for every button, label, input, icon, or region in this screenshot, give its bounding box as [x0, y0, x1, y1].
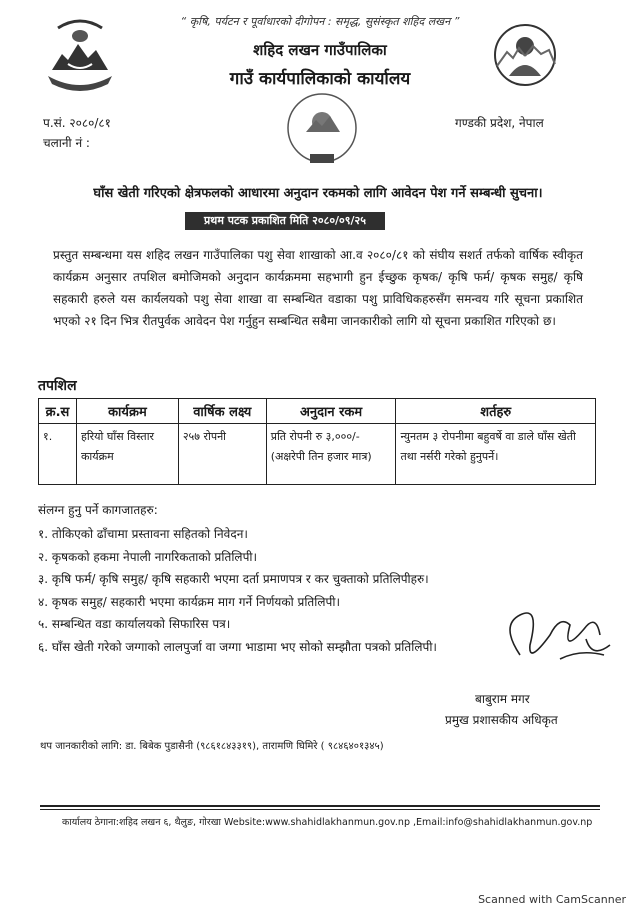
contact-info: थप जानकारीको लागि: डा. बिबेक पुडासैनी (९८६१८४३३१९), तारामणि घिमिरे ( ९८४६४०१३४५) — [40, 741, 384, 752]
cell-program: हरियो घाँस विस्तार कार्यक्रम — [76, 424, 178, 485]
list-item: ५. सम्बन्धित वडा कार्यालयको सिफारिस पत्र। — [38, 617, 231, 631]
cell-grant-amount: प्रति रोपनी रु ३,०००/- (अक्षरेपी तिन हजार मात्र) — [266, 424, 396, 485]
documents-list — [38, 523, 508, 658]
header-program: कार्यक्रम — [76, 399, 178, 424]
handwritten-signature — [500, 595, 620, 685]
list-item: ३. कृषि फर्म/ कृषि समुह/ कृषि सहकारी भएमा दर्ता प्रमाणपत्र र कर चुक्ताको प्रतिलिपीहरु। — [38, 572, 429, 586]
header-grant-amount: अनुदान रकम — [266, 399, 396, 424]
signatory-name: बाबुराम मगर — [475, 692, 530, 706]
province-address: गण्डकी प्रदेश, नेपाल — [455, 116, 544, 130]
martyr-portrait-emblem — [487, 22, 563, 88]
header-conditions: शर्तहरु — [396, 399, 596, 424]
scanner-watermark: Scanned with CamScanner — [478, 893, 626, 906]
cell-annual-target: २५७ रोपनी — [178, 424, 266, 485]
list-item: ६. घाँस खेती गरेको जग्गाको लालपुर्जा वा जग्गा भाडामा भए सोको सम्झौता पत्रको प्रतिलिपी। — [38, 639, 437, 654]
header-annual-target: वार्षिक लक्ष्य — [178, 399, 266, 424]
official-seal-stamp — [270, 92, 374, 166]
list-item: ४. कृषक समुह/ सहकारी भएमा कार्यक्रम माग गर्ने निर्णयको प्रतिलिपी। — [38, 594, 340, 609]
table-header-row — [39, 399, 596, 424]
schedule-title: तपशिल — [38, 378, 77, 394]
cell-serial: १. — [39, 424, 77, 485]
motto: “ कृषि, पर्यटन र पूर्वाधारको दीगोपन : समृद्ध, सुसंस्कृत शहिद लखन ” — [180, 15, 460, 28]
municipality-name: शहिद लखन गाउँपालिका — [253, 41, 387, 59]
footer-divider-thin — [40, 809, 600, 810]
schedule-table — [38, 398, 596, 485]
list-item: १. तोकिएको ढाँचामा प्रस्तावना सहितको निवेदन। — [38, 527, 248, 541]
notice-body: प्रस्तुत सम्बन्धमा यस शहिद लखन गाउँपालिका पशु सेवा शाखाको आ.व २०८०/८१ को संघीय सशर्त तर्फको वार्षिक स्वीकृत कार्यक्रम अनुसार तपशिल बमोजिमको अनुदान कार्यक्रममा सहभागी हुन ईच्छुक कृषक/ कृषि फर्म/ कृषक समुह/ कृषि सहकारी हरुले यस कार्यलयको पशु सेवा शाखा वा सम्बन्धित वडाका पशु प्राविधिकहरुसँग समन्वय गरि सूचना प्रकाशित भएको २१ दिन भित्र रीतपुर्वक आवेदन पेश गर्नुहुन सम्बन्धित सबैमा जानकारीको लागि यो सूचना प्रकाशित गरिएको छ। — [53, 248, 583, 328]
office-name: गाउँ कार्यपालिकाको कार्यालय — [229, 69, 411, 89]
list-item: २. कृषकको हकमा नेपाली नागरिकताको प्रतिलिपी। — [38, 549, 258, 564]
published-date-badge: प्रथम पटक प्रकाशित मिति २०८०/०९/२५ — [185, 212, 385, 230]
signatory-title: प्रमुख प्रशासकीय अधिकृत — [445, 713, 558, 727]
notice-subject: घाँस खेती गरिएको क्षेत्रफलको आधारमा अनुदान रकमको लागि आवेदन पेश गर्ने सम्बन्धी सुचना। — [93, 186, 543, 201]
footer-divider — [40, 805, 600, 807]
table-row — [39, 424, 596, 485]
documents-title: संलग्न हुनु पर्ने कागजातहरु: — [38, 503, 158, 517]
cell-conditions: न्युनतम ३ रोपनीमा बहुवर्षे वा डाले घाँस खेती तथा नर्सरी गरेको हुनुपर्ने। — [396, 424, 596, 485]
dispatch-number: चलानी नं : — [43, 136, 90, 150]
nepal-emblem-logo — [38, 14, 122, 92]
footer-address: कार्यालय ठेगाना:शहिद लखन ६, थैलुङ, गोरखा Website:www.shahidlakhanmun.gov.np ,Email:info@shahidlakhanmun.gov.np — [62, 817, 593, 828]
header-serial: क्र.स — [39, 399, 77, 424]
reference-number: प.सं. २०८०/८१ — [43, 116, 111, 130]
